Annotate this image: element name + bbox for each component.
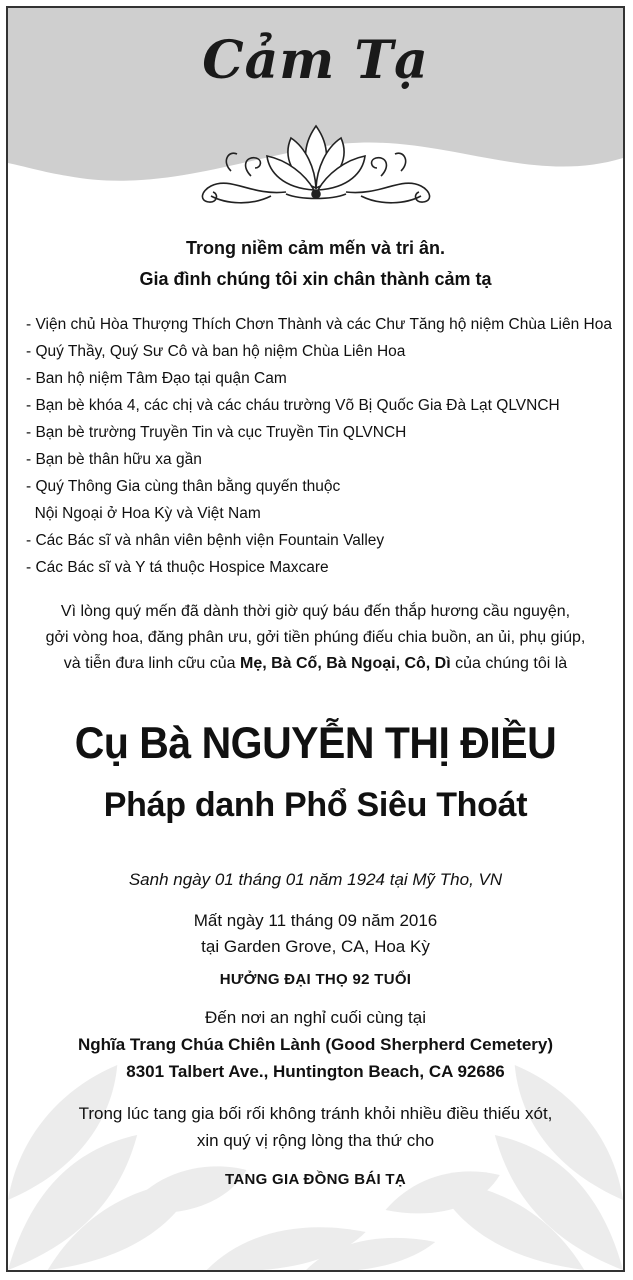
death-place: tại Garden Grove, CA, Hoa Kỳ — [201, 937, 430, 956]
paragraph-line-3 — [8, 651, 623, 677]
apology-line-2: xin quý vị rộng lòng tha thứ cho — [196, 1131, 435, 1150]
list-item: - Các Bác sĩ và nhân viên bệnh viện Fountain Valley — [26, 532, 385, 549]
resting-intro: Đến nơi an nghỉ cuối cùng tại — [205, 1008, 426, 1027]
list-item: - Ban hộ niệm Tâm Đạo tại quận Cam — [26, 370, 287, 387]
page-title: Cảm Tạ — [202, 30, 429, 91]
list-item: - Quý Thông Gia cùng thân bằng quyến thuộc — [26, 478, 341, 495]
list-item: - Quý Thầy, Quý Sư Cô và ban hộ niệm Chùa Liên Hoa — [26, 343, 406, 360]
thanks-list — [26, 311, 612, 581]
relation-titles: Mẹ, Bà Cố, Bà Ngoại, Cô, Dì — [239, 655, 451, 672]
birth-info: Sanh ngày 01 tháng 01 năm 1924 tại Mỹ Tho, VN — [128, 870, 503, 889]
paragraph-line-3-end: của chúng tôi là — [450, 655, 568, 672]
paragraph-line-3-start: và tiễn đưa linh cữu của — [63, 655, 240, 672]
intro-line-2: Gia đình chúng tôi xin chân thành cảm tạ — [139, 269, 492, 289]
cemetery-address: 8301 Talbert Ave., Huntington Beach, CA 92686 — [126, 1062, 505, 1081]
notice-card — [6, 6, 625, 1272]
gratitude-paragraph — [8, 599, 623, 677]
age-text: HƯỞNG ĐẠI THỌ 92 TUỔI — [219, 971, 412, 988]
list-item: - Bạn bè khóa 4, các chị và các cháu trường Võ Bị Quốc Gia Đà Lạt QLVNCH — [26, 397, 560, 414]
paragraph-line-2: gởi vòng hoa, đăng phân ưu, gởi tiền phúng điếu chia buồn, an ủi, phụ giúp, — [45, 629, 586, 646]
death-date: Mất ngày 11 tháng 09 năm 2016 — [193, 911, 438, 930]
list-item: - Bạn bè thân hữu xa gần — [26, 451, 202, 468]
dharma-name: Pháp danh Phổ Siêu Thoát — [103, 786, 528, 824]
paragraph-line-1: Vì lòng quý mến đã dành thời giờ quý báu đến thắp hương cầu nguyện, — [60, 603, 571, 620]
death-info — [8, 908, 623, 960]
list-item: - Viện chủ Hòa Thượng Thích Chơn Thành và các Chư Tăng hộ niệm Chùa Liên Hoa — [26, 316, 612, 333]
lotus-flower-icon — [191, 116, 441, 208]
deceased-name: Cụ Bà NGUYỄN THỊ ĐIỀU — [74, 718, 557, 768]
resting-place — [8, 1004, 623, 1085]
list-item: - Bạn bè trường Truyền Tin và cục Truyền Tin QLVNCH — [26, 424, 407, 441]
intro-text — [8, 233, 623, 295]
list-item: Nội Ngoại ở Hoa Kỳ và Việt Nam — [26, 505, 261, 522]
cemetery-name: Nghĩa Trang Chúa Chiên Lành (Good Sherpherd Cemetery) — [77, 1035, 554, 1054]
signature: TANG GIA ĐỒNG BÁI TẠ — [225, 1171, 406, 1188]
apology-line-1: Trong lúc tang gia bối rối không tránh khỏi nhiều điều thiếu xót, — [78, 1104, 553, 1123]
apology-text — [8, 1100, 623, 1154]
list-item: - Các Bác sĩ và Y tá thuộc Hospice Maxcare — [26, 559, 329, 576]
intro-line-1: Trong niềm cảm mến và tri ân. — [185, 238, 446, 258]
